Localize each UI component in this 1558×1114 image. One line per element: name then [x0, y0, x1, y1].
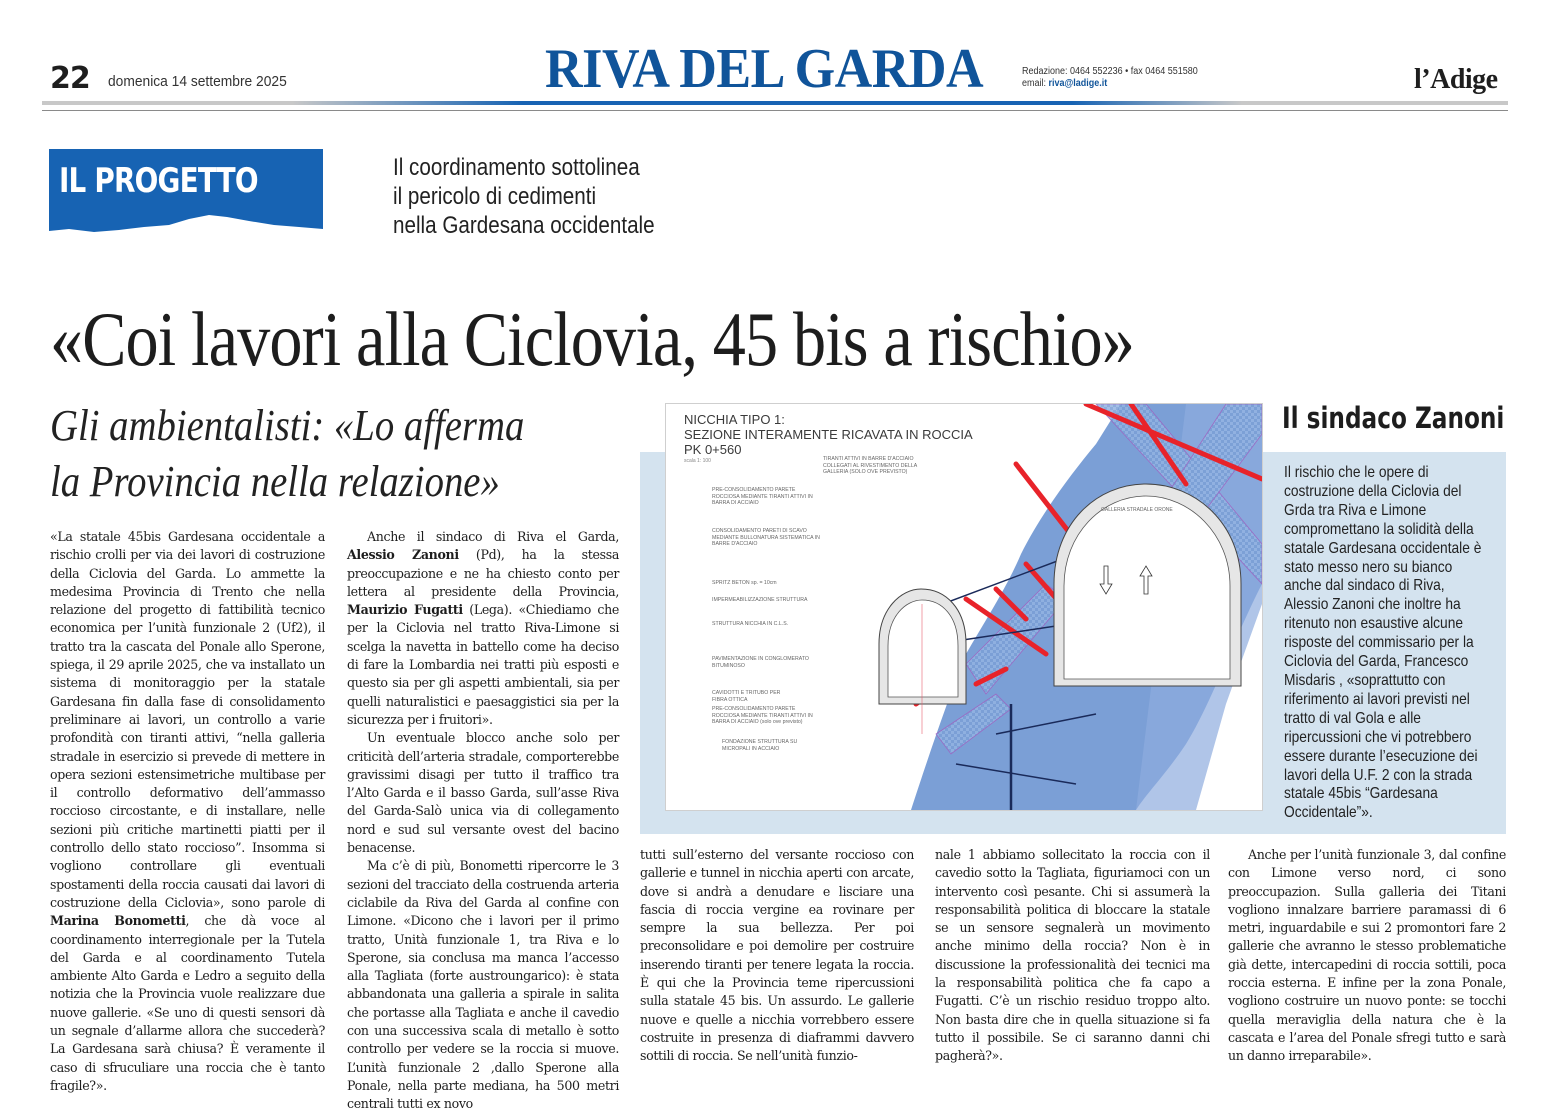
diagram-label: STRUTTURA NICCHIA IN C.L.S. [712, 621, 789, 627]
diagram-title-line: PK 0+560 [684, 442, 742, 457]
diagram-label: PRE-CONSOLIDAMENTO PARETE ROCCIOSA MEDIANTE TIRANTI ATTIVI IN BARRA DI ACCIAIO (solo ove previsto) [712, 706, 813, 725]
subhead-line: nella Gardesana occidentale [393, 212, 655, 239]
diagram-title [684, 412, 973, 457]
diagram-label: PRE-CONSOLIDAMENTO PARETE ROCCIOSA MEDIANTE TIRANTI ATTIVI IN BARRA DI ACCIAIO [712, 487, 813, 506]
article-paragraph: Anche per l’unità funzionale 3, dal confine con Limone verso nord, ci sono preoccupazion. Sulla galleria dei Titani vogliono innalzare barriere paramassi di 6 metri, inguardabile e sui 2 promontori fare 2 gallerie che avranno le stesso problematiche già dette, intercapedini di roccia sottili, poca roccia esterna. E infine per la zona Ponale, vogliono costruire un nuovo ponte: se tocchi quella meraviglia della natura che è la cascata e l’area del Ponale sfregi tutto e sarà un danno irreparabile». [1228, 847, 1506, 1064]
sidebar-text [1284, 464, 1482, 823]
diagram-scale: scala 1: 100 [684, 458, 711, 464]
kicker-label: IL PROGETTO [59, 161, 258, 201]
article-column-2 [347, 528, 619, 1114]
headline: «Coi lavori alla Ciclovia, 45 bis a rischio» [50, 296, 1135, 382]
deck [50, 398, 524, 510]
diagram-label: IMPERMEABILIZZAZIONE STRUTTURA [712, 597, 808, 603]
section-title: RIVA DEL GARDA [545, 38, 984, 100]
article-column-3 [640, 846, 914, 1066]
article-paragraph [50, 528, 325, 1095]
diagram-title-line: NICCHIA TIPO 1: [684, 412, 785, 427]
article-paragraph [347, 528, 619, 729]
email-link[interactable]: riva@ladige.it [1048, 78, 1108, 89]
text-run: (Pd), ha la stessa preoccupazione e ne ha chiesto conto per lettera al presidente della Provincia, [347, 547, 619, 599]
newspaper-logo: l’Adige [1414, 64, 1498, 95]
article-paragraph: nale 1 abbiamo sollecitato la roccia con il cavedio sotto la Tagliata, figuriamoci con un intervento così pesante. Chi si assumerà la responsabilità politica di bloccare la statale se un sensore segnalerà un movimento anche minimo della roccia? Non è in discussione la professionalità dei tecnici ma la responsabilità politica che fa capo a Fugatti. C’è un rischio residuo troppo alto. Non basta dire che in quella situazione si fa tutto il possibile. Se ci saranno danni chi pagherà?». [935, 847, 1210, 1064]
deck-line: Gli ambientalisti: «Lo afferma [50, 401, 525, 450]
mountain-silhouette-icon [49, 201, 323, 241]
sidebar-heading: Il sindaco Zanoni [1282, 401, 1505, 435]
newsroom-contacts [1022, 66, 1198, 90]
diagram-label: CAVIDOTTI E TRITUBO PER FIBRA OTTICA [712, 690, 781, 703]
article-column-4 [935, 846, 1210, 1066]
diagram-label: PAVIMENTAZIONE IN CONGLOMERATO BITUMINOSO [712, 656, 809, 669]
text-run: «La statale 45bis Gardesana occidentale a rischio crolli per via dei lavori di costruzione della Ciclovia del Garda. Lo ammette la medesima Provincia di Trento che nella relazione del progetto di fattibilità tecnico economica per l’unità funzionale 2 (Uf2), il tratto tra la cascata del Ponale allo Sperone, spiega, il 29 aprile 2025, che va installato un sistema di monitoraggio per la statale Gardesana fin dalla fase di consolidamento preliminare ai lavori, un controllo a varie profondità con tiranti attivi, “nella galleria stradale in esercizio si prevede di mettere in opera sezioni estensimetriche multibase per il controllo deformativo dell’ammasso roccioso circostante, e di installare, nelle sezioni più critiche martinetti piatti per il controllo dello stato roccioso”. Insomma si vogliono controllare gli eventuali spostamenti della roccia causati dai lavori di costruzione della Ciclovia», sono parole di [50, 529, 325, 910]
text-run: Anche il sindaco di Riva el Garda, [367, 529, 619, 544]
diagram-title-line: SEZIONE INTERAMENTE RICAVATA IN ROCCIA [684, 427, 973, 442]
email-line [1022, 78, 1198, 90]
article-column-5 [1228, 846, 1506, 1066]
article-paragraph: Ma c’è di più, Bonometti ripercorre le 3 sezioni del tracciato della costruenda arteria ciclabile da Riva del Garda al confine con Limone. «Dicono che i lavori per il primo tratto, Unità funzionale 1, tra Riva e lo Sperone, sia conclusa ma manca l’accesso alla Tagliata (forte austroungarico): è stata abbandonata una galleria a spirale in salita che portasse alla Tagliata e anche il cavedio con una successiva scala di metallo è sotto controllo per vedere se la roccia si muove. L’unità funzionale 2 ,dallo Sperone alla Ponale, nella parte mediana, ha 500 metri centrali tutti ex novo [347, 858, 619, 1112]
person-name: Marina Bonometti [50, 913, 186, 929]
article-column-1 [50, 528, 325, 1095]
text-run: , che dà voce al coordinamento interregionale per la Tutela del Garda e al coordinamento Tutela ambiente Alto Garda e Ledro a seguito della notizia che la Provincia vuole realizzare due nuove gallerie. «Se uno di questi sensori dà un segnale d’allarme allora che succederà? La Gardesana sarà chiusa? È veramente il caso di sfruculiare una roccia che è tanto fragile?». [50, 913, 325, 1093]
article-paragraph: Un eventuale blocco anche solo per criticità dell’arteria stradale, comporterebbe gravissimi disagi per tutto il traffico tra l’Alto Garda e il basso Garda, sull’asse Riva del Garda-Salò unica via di collegamento nord e sud sul versante ovest del bacino benacense. [347, 730, 619, 856]
masthead-rule [42, 101, 1508, 105]
person-name: Alessio Zanoni [347, 547, 459, 563]
subheadline [393, 153, 655, 240]
diagram-label: CONSOLIDAMENTO PARETI DI SCAVO MEDIANTE BULLONATURA SISTEMATICA IN BARRE D'ACCIAIO [712, 528, 820, 547]
masthead-divider [42, 110, 1508, 111]
diagram-label: TIRANTI ATTIVI IN BARRE D'ACCIAIO COLLEGATI AL RIVESTIMENTO DELLA GALLERIA (SOLO OVE PREVISTO) [823, 456, 917, 475]
diagram-label: FONDAZIONE STRUTTURA SU MICROPALI IN ACCIAIO [722, 739, 798, 752]
article-paragraph: tutti sull’esterno del versante roccioso con gallerie e tunnel in nicchia aperti con arcate, dove si andrà a denudare e lisciare una fascia di roccia vergine ea rovinare per sempre la sua bellezza. Per poi preconsolidare e poi demolire per costruire inserendo tiranti per tenere legata la roccia. È qui che la Provincia teme ripercussioni sulla statale 45 bis. Un assurdo. Le gallerie nuove e quelle a nicchia vorrebbero essere costruite in presenza di diaframmi davvero sottili di roccia. Se nell’unità funzio- [640, 847, 914, 1064]
subhead-line: il pericolo di cedimenti [393, 183, 597, 210]
diagram-label: SPRITZ BETON sp. = 10cm [712, 580, 777, 586]
email-label: email: [1022, 78, 1049, 89]
subhead-line: Il coordinamento sottolinea [393, 154, 640, 181]
person-name: Maurizio Fugatti [347, 602, 463, 618]
page-number: 22 [50, 61, 90, 96]
sidebar-paragraph: Il rischio che le opere di costruzione della Ciclovia del Grda tra Riva e Limone compromettano la solidità della statale Gardesana occidentale è stato messo nero su bianco anche dal sindaco di Riva, Alessio Zanoni che inoltre ha ritenuto non esaustive alcune risposte del commissario per la Ciclovia del Garda, Francesco Misdaris , «soprattutto con riferimento ai lavori previsti nel tratto di val Gola e alle ripercussioni che vi potrebbero essere durante l’esecuzione dei lavori della U.F. 2 con la strada statale 45bis “Gardesana Occidentale”». [1284, 464, 1482, 822]
issue-date: domenica 14 settembre 2025 [108, 73, 287, 90]
contact-line: Redazione: 0464 552236 • fax 0464 551580 [1022, 66, 1198, 77]
road-tunnel-label: GALLERIA STRADALE ORONE [1101, 507, 1173, 513]
text-run: (Lega). «Chiediamo che per la Ciclovia nel tratto Riva-Limone si scelga la navetta in battello come ha deciso di fare la Lombardia nei tratti più esposti e questo sia per gli aspetti ambientali, sia per quelli naturalistici e paesaggistici sia per la sicurezza per i fruitori». [347, 602, 619, 727]
deck-line: la Provincia nella relazione» [50, 457, 500, 506]
